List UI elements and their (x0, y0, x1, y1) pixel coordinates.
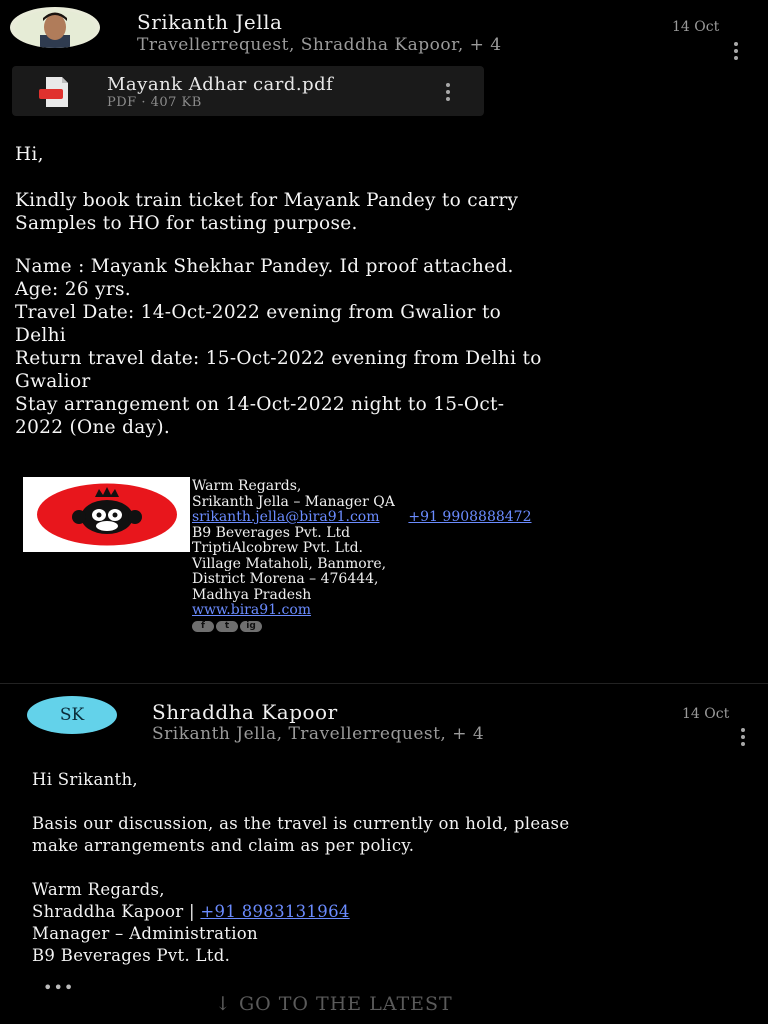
body-line: 2022 (One day). (15, 417, 171, 438)
greeting: Hi Srikanth, (32, 770, 138, 789)
recipients[interactable]: Srikanth Jella, Travellerrequest, + 4 (152, 724, 485, 744)
sender-name: Srikanth Jella (137, 10, 283, 34)
message-body (32, 769, 752, 967)
message-date: 14 Oct (682, 706, 730, 722)
more-options-icon[interactable] (740, 728, 746, 749)
attachment-card[interactable] (12, 66, 484, 116)
body-line: Age: 26 yrs. (15, 279, 131, 300)
body-line: Samples to HO for tasting purpose. (15, 213, 358, 234)
sig-address: Village Mataholi, Banmore, (192, 555, 387, 572)
sig-company: TriptiAlcobrew Pvt. Ltd. (192, 540, 363, 556)
sig-title: Manager – Administration (32, 924, 258, 943)
twitter-icon[interactable]: t (216, 621, 238, 632)
social-links (192, 621, 532, 632)
sig-company: B9 Beverages Pvt. Ltd. (32, 946, 231, 965)
more-options-icon[interactable] (733, 42, 739, 63)
body-line: make arrangements and claim as per policy. (32, 836, 415, 855)
message-divider (0, 683, 768, 684)
sig-regards: Warm Regards, (192, 478, 302, 494)
sig-name: Shraddha Kapoor | (32, 902, 201, 921)
pdf-file-icon (38, 76, 74, 108)
body-line: Travel Date: 14-Oct-2022 evening from Gwalior to (15, 302, 502, 323)
sig-email-link[interactable]: srikanth.jella@bira91.com (192, 509, 380, 525)
message-body (15, 143, 755, 439)
attachment-meta: PDF · 407 KB (107, 95, 202, 110)
sig-address: Madhya Pradesh (192, 586, 312, 603)
body-line: Return travel date: 15-Oct-2022 evening from Delhi to (15, 348, 542, 369)
signature-block (192, 479, 532, 632)
body-line: Stay arrangement on 14-Oct-2022 night to 15-Oct- (15, 394, 505, 415)
sig-phone-link[interactable]: +91 9908888472 (408, 509, 532, 525)
greeting: Hi, (15, 144, 44, 165)
body-line: Delhi (15, 325, 67, 346)
body-line: Kindly book train ticket for Mayank Pandey to carry (15, 190, 519, 211)
sig-website-link[interactable]: www.bira91.com (192, 602, 312, 618)
attachment-name: Mayank Adhar card.pdf (107, 74, 334, 95)
bira91-logo (23, 477, 190, 552)
sender-photo (10, 7, 100, 48)
body-line: Basis our discussion, as the travel is currently on hold, please (32, 814, 570, 833)
body-line: Name : Mayank Shekhar Pandey. Id proof attached. (15, 256, 514, 277)
body-line: Gwalior (15, 371, 91, 392)
sig-address: District Morena – 476444, (192, 571, 379, 587)
attachment-options-icon[interactable] (445, 83, 451, 104)
recipients[interactable]: Travellerrequest, Shraddha Kapoor, + 4 (137, 35, 502, 55)
show-trimmed-content-button[interactable]: ••• (43, 978, 75, 997)
sender-name: Shraddha Kapoor (152, 700, 338, 724)
sig-name-title: Srikanth Jella – Manager QA (192, 493, 395, 510)
sig-company: B9 Beverages Pvt. Ltd (192, 524, 351, 541)
go-to-latest-button[interactable]: ↓ GO TO THE LATEST (215, 993, 453, 1015)
sig-phone-link[interactable]: +91 8983131964 (200, 902, 350, 921)
instagram-icon[interactable]: ig (240, 621, 262, 632)
message-date: 14 Oct (672, 19, 720, 35)
sig-regards: Warm Regards, (32, 880, 165, 899)
facebook-icon[interactable]: f (192, 621, 214, 632)
sender-avatar[interactable] (10, 7, 100, 48)
sender-avatar[interactable]: SK (27, 696, 117, 734)
